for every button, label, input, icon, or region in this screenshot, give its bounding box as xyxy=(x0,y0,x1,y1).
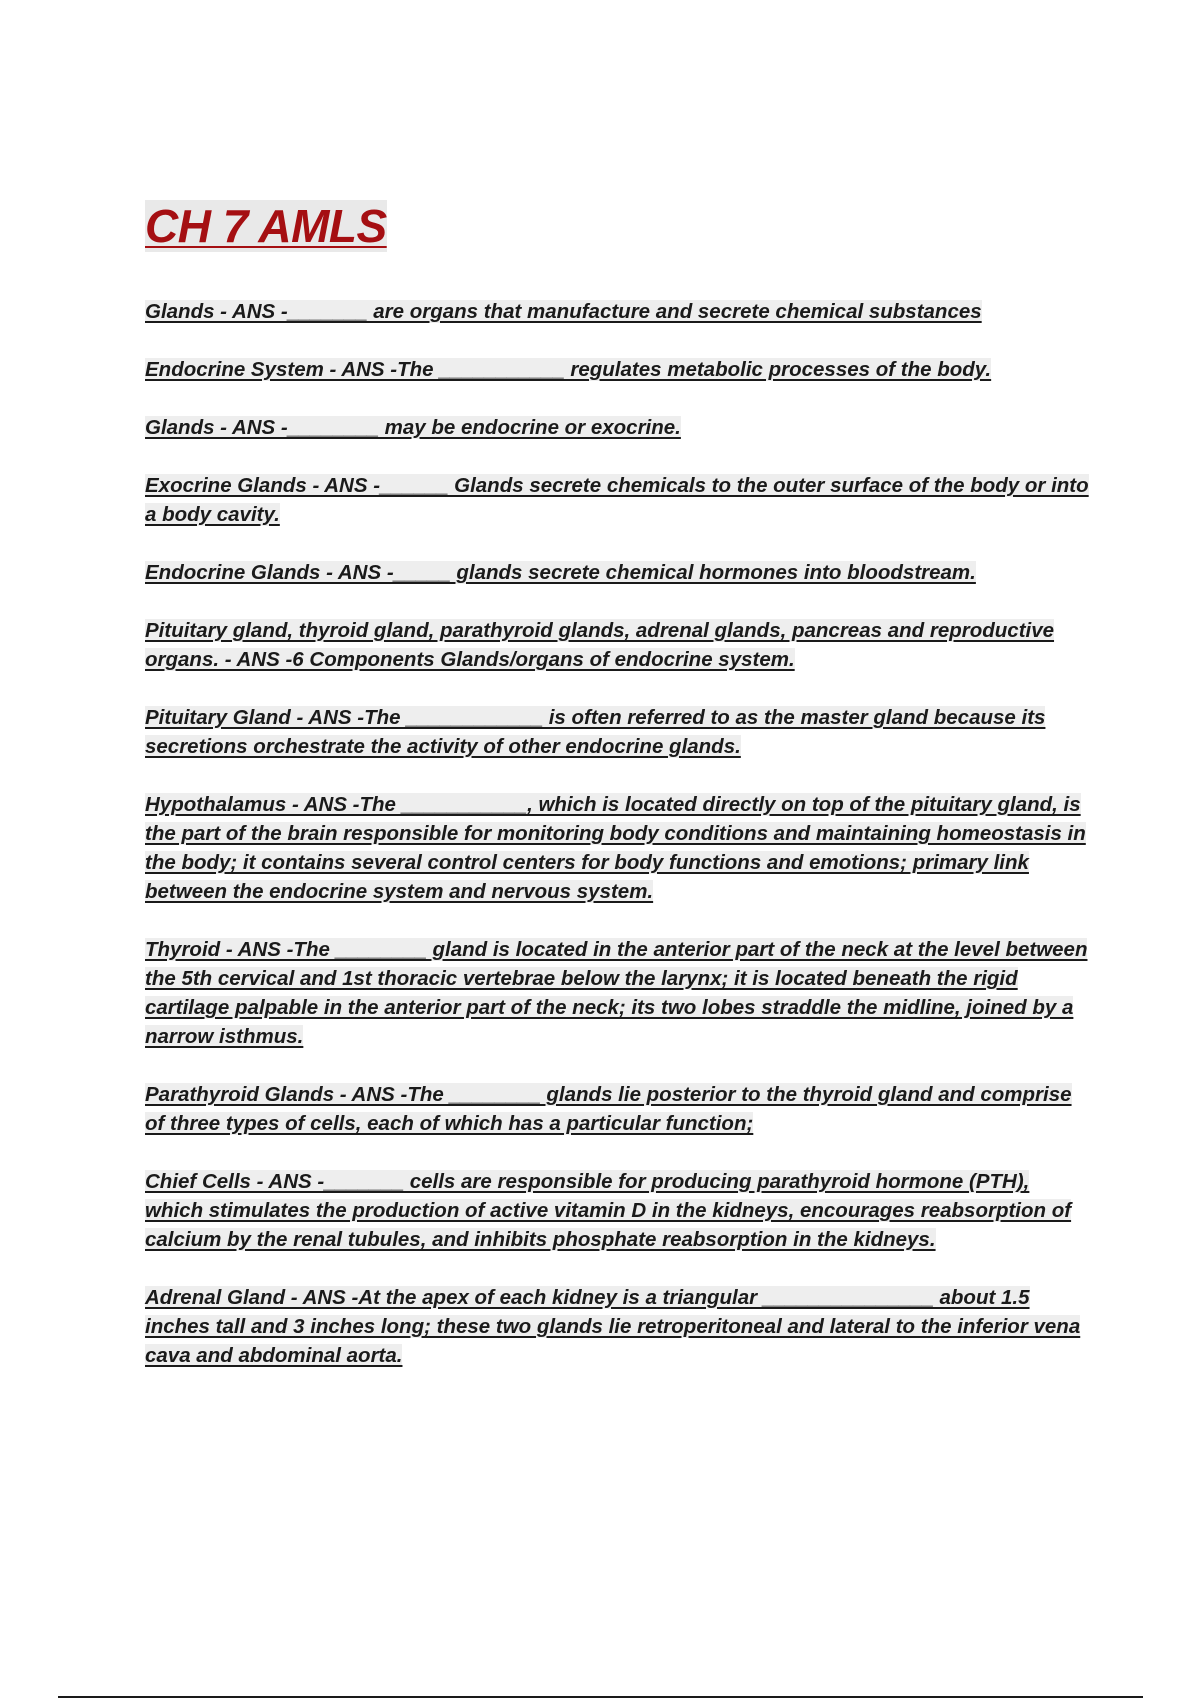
entry-text: Endocrine System - ANS -The ___________ regulates metabolic processes of the body. xyxy=(145,358,992,381)
entry-text: Endocrine Glands - ANS -_____ glands secrete chemical hormones into bloodstream. xyxy=(145,561,976,584)
entry-text: Parathyroid Glands - ANS -The ________ glands lie posterior to the thyroid gland and comprise of three types of cells, each of which has a particular function; xyxy=(145,1083,1072,1135)
flashcard-entry xyxy=(145,616,1090,674)
entry-text: Glands - ANS -________ may be endocrine or exocrine. xyxy=(145,416,681,439)
flashcard-entry xyxy=(145,558,1090,587)
document-title: CH 7 AMLS xyxy=(145,200,387,252)
entry-text: Hypothalamus - ANS -The ___________, which is located directly on top of the pituitary gland, is the part of the brain responsible for monitoring body conditions and maintaining homeostasis in the body; it contains several control centers for body functions and emotions; primary link between the endocrine system and nervous system. xyxy=(145,793,1086,903)
flashcard-list xyxy=(145,297,1090,1399)
entry-text: Adrenal Gland - ANS -At the apex of each kidney is a triangular _______________ about 1.5 inches tall and 3 inches long; these two glands lie retroperitoneal and lateral to the inferior vena cava and abdominal aorta. xyxy=(145,1286,1081,1367)
flashcard-entry xyxy=(145,355,1090,384)
flashcard-entry xyxy=(145,935,1090,1051)
flashcard-entry xyxy=(145,297,1090,326)
entry-text: Thyroid - ANS -The ________ gland is located in the anterior part of the neck at the level between the 5th cervical and 1st thoracic vertebrae below the larynx; it is located beneath the rigid cartilage palpable in the anterior part of the neck; its two lobes straddle the midline, joined by a narrow isthmus. xyxy=(145,938,1088,1048)
entry-text: Pituitary Gland - ANS -The ____________ is often referred to as the master gland because its secretions orchestrate the activity of other endocrine glands. xyxy=(145,706,1046,758)
page-bottom-divider xyxy=(58,1696,1143,1698)
flashcard-entry xyxy=(145,471,1090,529)
entry-text: Exocrine Glands - ANS -______ Glands secrete chemicals to the outer surface of the body or into a body cavity. xyxy=(145,474,1089,526)
flashcard-entry xyxy=(145,1167,1090,1254)
flashcard-entry xyxy=(145,703,1090,761)
flashcard-entry xyxy=(145,1283,1090,1370)
entry-text: Glands - ANS -_______ are organs that manufacture and secrete chemical substances xyxy=(145,300,982,323)
flashcard-entry xyxy=(145,1080,1090,1138)
entry-text: Pituitary gland, thyroid gland, parathyroid glands, adrenal glands, pancreas and reproductive organs. - ANS -6 Components Glands/organs of endocrine system. xyxy=(145,619,1055,671)
flashcard-entry xyxy=(145,790,1090,906)
flashcard-entry xyxy=(145,413,1090,442)
entry-text: Chief Cells - ANS -_______ cells are responsible for producing parathyroid hormone (PTH), which stimulates the production of active vitamin D in the kidneys, encourages reabsorption of calcium by the renal tubules, and inhibits phosphate reabsorption in the kidneys. xyxy=(145,1170,1072,1251)
